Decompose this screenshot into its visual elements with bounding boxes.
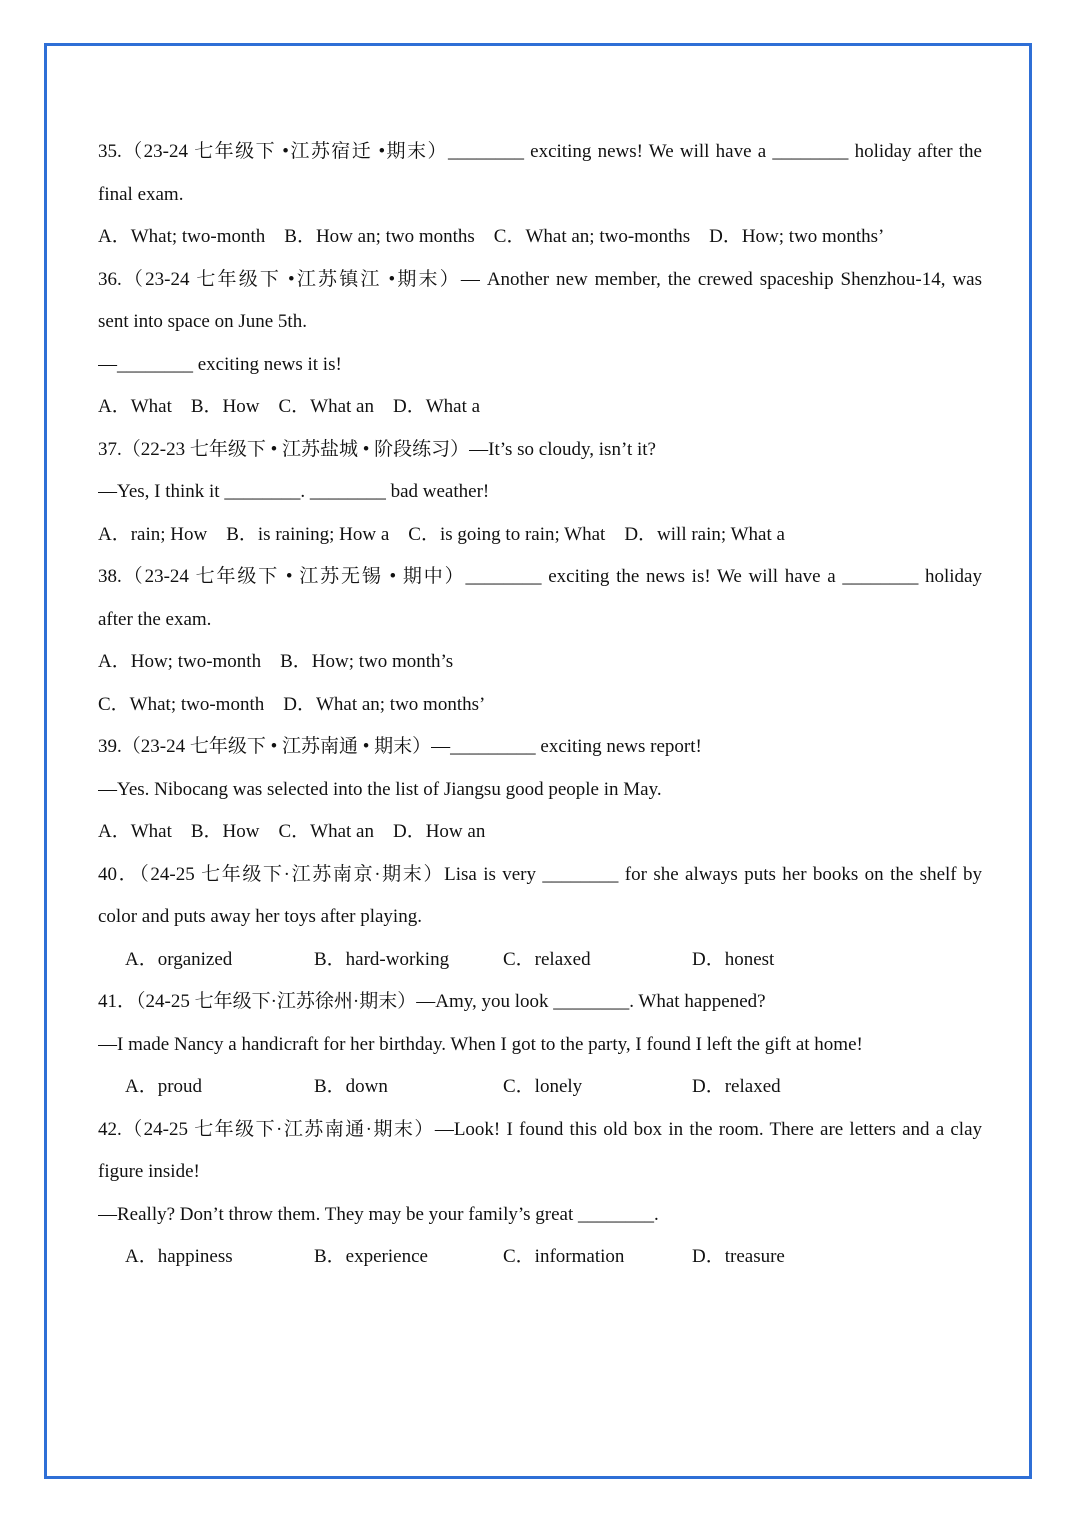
question-stem: 41．（24-25 七年级下·江苏徐州·期末）—Amy, you look ________. What happened? xyxy=(98,991,766,1012)
question-stem: final exam. xyxy=(98,183,184,205)
question-40 xyxy=(98,854,982,982)
question-stem: —Yes. Nibocang was selected into the list of Jiangsu good people in May. xyxy=(98,778,662,800)
question-stem: 40．（24-25 七年级下·江苏南京·期末）Lisa is very ________ for she always puts her books on the shelf by xyxy=(98,863,982,885)
question-options: A．What B．How C．What an D．What a xyxy=(98,396,481,417)
option-c: C．information xyxy=(503,1246,625,1267)
question-options: A．What; two-month B．How an; two months C．What an; two-months D．How; two months’ xyxy=(98,226,885,247)
question-stem: —I made Nancy a handicraft for her birthday. When I got to the party, I found I left the gift at home! xyxy=(98,1033,863,1055)
option-d: D．treasure xyxy=(692,1246,785,1267)
question-stem: after the exam. xyxy=(98,608,212,630)
question-stem: color and puts away her toys after playing. xyxy=(98,906,422,927)
option-b: B．down xyxy=(314,1076,388,1097)
question-options xyxy=(98,1236,982,1279)
question-37 xyxy=(98,429,982,557)
question-stem: —Really? Don’t throw them. They may be your family’s great ________. xyxy=(98,1203,659,1225)
question-41 xyxy=(98,981,982,1109)
option-c: C．relaxed xyxy=(503,948,591,970)
question-stem: 37.（22-23 七年级下 • 江苏盐城 • 阶段练习）—It’s so cloudy, isn’t it? xyxy=(98,438,656,460)
question-stem: —________ exciting news it is! xyxy=(98,353,342,375)
question-stem: 39.（23-24 七年级下 • 江苏南通 • 期末）—_________ exciting news report! xyxy=(98,736,702,757)
question-options xyxy=(98,1066,982,1109)
question-stem: 38.（23-24 七年级下 • 江苏无锡 • 期中）________ exciting the news is! We will have a ________ holiday xyxy=(98,566,982,587)
question-stem: 36.（23-24 七年级下 •江苏镇江 •期末）— Another new member, the crewed spaceship Shenzhou-14, was xyxy=(98,268,982,290)
option-c: C．lonely xyxy=(503,1076,583,1097)
question-38 xyxy=(98,556,982,726)
question-36 xyxy=(98,259,982,429)
option-a: A．proud xyxy=(125,1076,203,1097)
option-b: B．experience xyxy=(314,1246,428,1267)
option-b: B．hard-working xyxy=(314,948,450,970)
question-options: A．rain; How B．is raining; How a C．is going to rain; What D．will rain; What a xyxy=(98,523,785,545)
question-options xyxy=(98,939,982,982)
option-a: A．happiness xyxy=(125,1246,233,1267)
question-list xyxy=(98,131,982,1279)
question-stem: —Yes, I think it ________. ________ bad weather! xyxy=(98,481,490,502)
question-39 xyxy=(98,726,982,854)
question-options: A．How; two-month B．How; two month’s xyxy=(98,651,454,672)
option-a: A．organized xyxy=(125,948,233,970)
question-35 xyxy=(98,131,982,259)
question-options: A．What B．How C．What an D．How an xyxy=(98,821,486,842)
question-stem: 35.（23-24 七年级下 •江苏宿迁 •期末）________ exciting news! We will have a ________ holiday after the xyxy=(98,141,982,162)
question-stem: 42.（24-25 七年级下·江苏南通·期末）—Look! I found this old box in the room. There are letters and a clay xyxy=(98,1118,982,1140)
question-42 xyxy=(98,1109,982,1279)
question-stem: sent into space on June 5th. xyxy=(98,311,307,332)
option-d: D．relaxed xyxy=(692,1076,781,1097)
option-d: D．honest xyxy=(692,948,775,970)
question-stem: figure inside! xyxy=(98,1161,200,1182)
question-options: C．What; two-month D．What an; two months’ xyxy=(98,693,486,715)
